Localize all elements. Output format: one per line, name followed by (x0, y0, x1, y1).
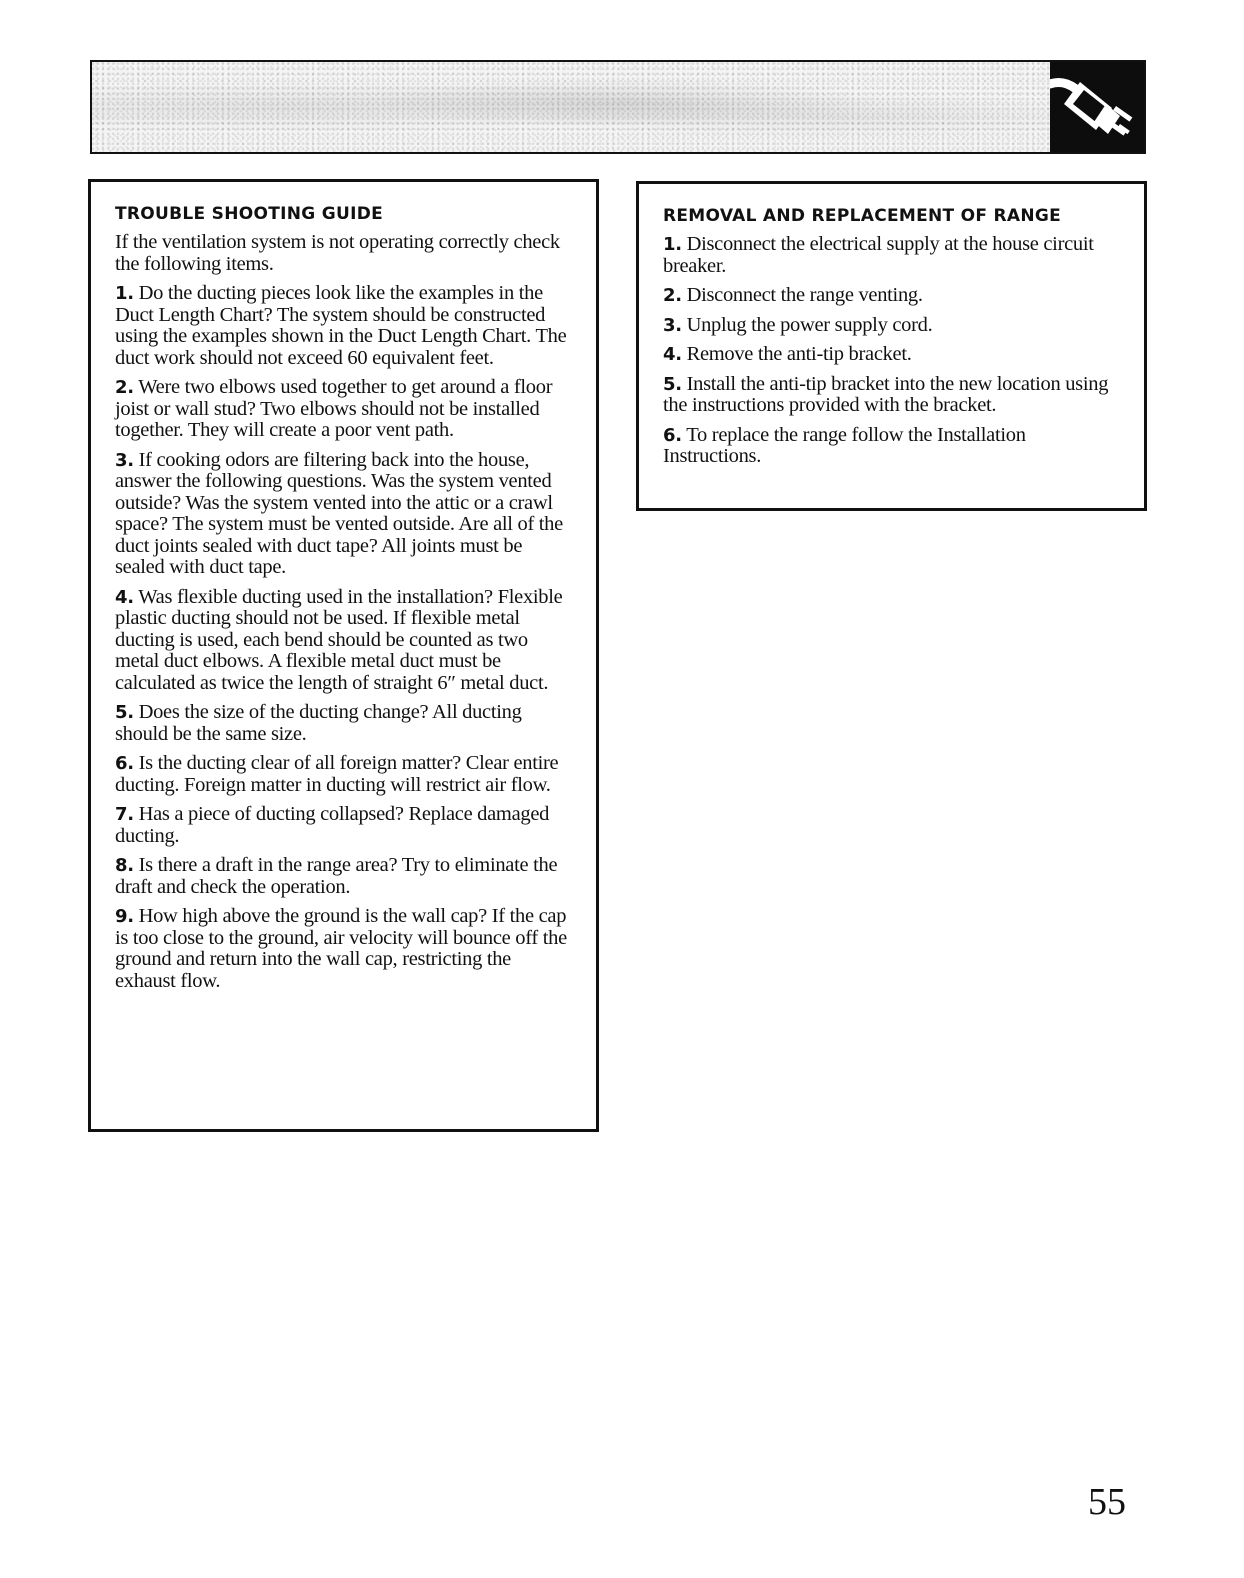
item-number: 8. (115, 855, 134, 876)
item-text: Has a piece of ducting collapsed? Replace damaged ducting. (115, 803, 550, 847)
item-text: Do the ducting pieces look like the examples in the Duct Length Chart? The system should be constructed using the examples shown in the Duct Length Chart. The duct work should not exceed 60 equivalent feet. (115, 282, 567, 369)
header-banner (90, 60, 1146, 154)
removal-item-5 (663, 374, 1122, 417)
removal-item-2 (663, 285, 1122, 307)
item-number: 3. (115, 449, 134, 471)
item-text: If cooking odors are filtering back into the house, answer the following questions. Was the system vented outside? Was the system vented into the attic or a crawl space? The system must be vented outside. Are all of the duct joints sealed with duct tape? All joints must be sealed with duct tape. (115, 448, 563, 578)
item-number: 4. (663, 344, 682, 365)
removal-item-1 (663, 234, 1122, 277)
trouble-item-1 (115, 283, 574, 369)
page-number: 55 (1088, 1481, 1126, 1523)
trouble-shooting-guide-box (88, 179, 599, 1132)
item-text: Disconnect the range venting. (686, 284, 923, 306)
trouble-item-2 (115, 377, 574, 442)
item-number: 1. (663, 234, 682, 255)
item-number: 6. (115, 753, 134, 774)
item-number: 2. (663, 285, 682, 306)
banner-texture (92, 62, 1144, 152)
item-number: 4. (115, 586, 134, 608)
trouble-shooting-heading: TROUBLE SHOOTING GUIDE (115, 204, 384, 224)
item-text: To replace the range follow the Installation Instructions. (663, 423, 1026, 467)
removal-item-4 (663, 344, 1122, 366)
removal-item-3 (663, 315, 1122, 337)
trouble-item-4 (115, 587, 574, 695)
item-text: Unplug the power supply cord. (686, 313, 933, 336)
item-number: 9. (115, 906, 134, 927)
item-text: Remove the anti-tip bracket. (686, 343, 912, 365)
trouble-item-5 (115, 702, 574, 745)
item-number: 2. (115, 377, 134, 398)
trouble-item-8 (115, 855, 574, 898)
item-number: 6. (663, 424, 682, 446)
item-number: 5. (115, 702, 134, 723)
item-text: Is there a draft in the range area? Try to eliminate the draft and check the operation. (115, 854, 558, 898)
item-text: Was flexible ducting used in the installation? Flexible plastic ducting should not be used. If flexible metal ducting is used, each bend should be counted as two metal duct elbows. A flexible metal duct must be calculated as twice the length of straight 6″ metal duct. (115, 585, 563, 694)
trouble-item-3 (115, 450, 574, 579)
removal-replacement-box (636, 181, 1147, 511)
item-text: Were two elbows used together to get around a floor joist or wall stud? Two elbows should not be installed together. They will create a poor vent path. (115, 376, 553, 441)
trouble-item-7 (115, 804, 574, 847)
item-number: 1. (115, 283, 134, 304)
item-text: Does the size of the ducting change? All ducting should be the same size. (115, 701, 522, 745)
removal-item-6 (663, 425, 1122, 468)
item-number: 5. (663, 373, 682, 395)
item-text: How high above the ground is the wall cap? If the cap is too close to the ground, air velocity will bounce off the ground and return into the wall cap, restricting the exhaust flow. (115, 905, 567, 992)
trouble-item-6 (115, 753, 574, 796)
power-plug-icon (1050, 62, 1144, 152)
item-text: Disconnect the electrical supply at the house circuit breaker. (663, 233, 1094, 277)
trouble-item-9 (115, 906, 574, 992)
item-text: Install the anti-tip bracket into the new location using the instructions provided with the bracket. (663, 372, 1109, 416)
removal-heading: REMOVAL AND REPLACEMENT OF RANGE (663, 206, 1062, 226)
item-number: 7. (115, 804, 134, 825)
trouble-shooting-intro: If the ventilation system is not operating correctly check the following items. (115, 231, 560, 275)
item-text: Is the ducting clear of all foreign matter? Clear entire ducting. Foreign matter in ducting will restrict air flow. (115, 752, 559, 796)
item-number: 3. (663, 314, 682, 336)
